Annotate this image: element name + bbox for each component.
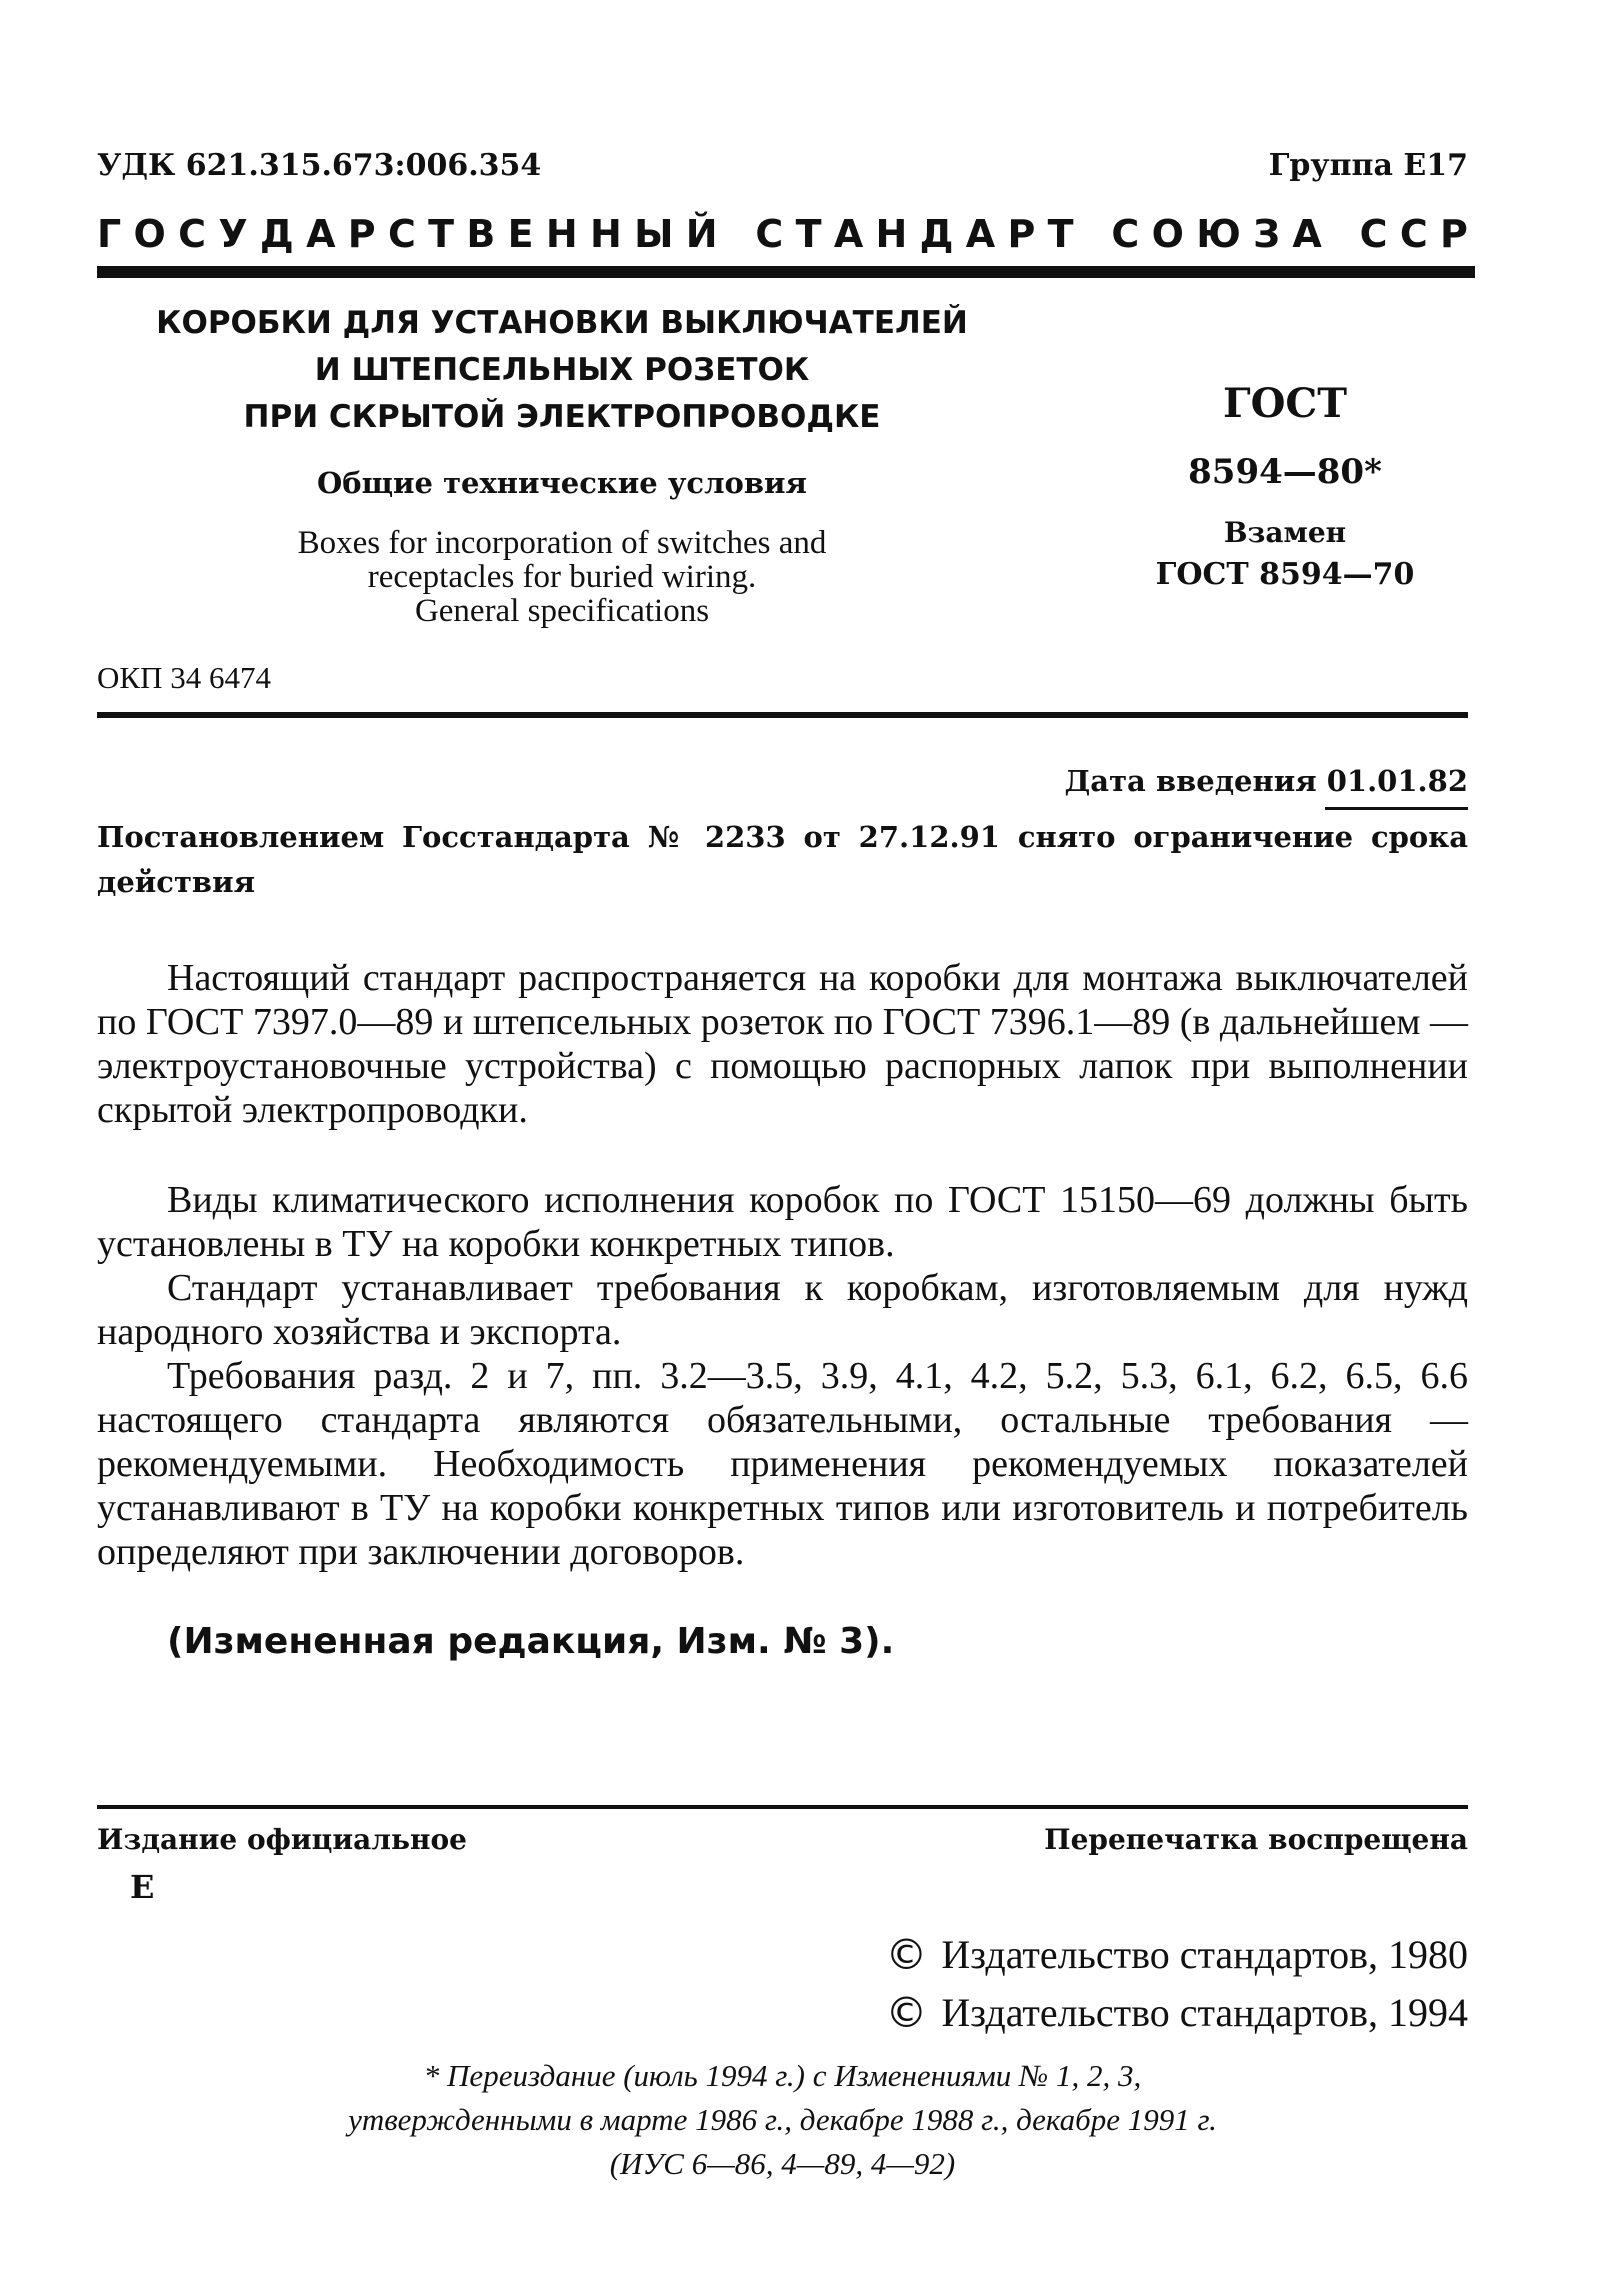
copyright-text-1: Издательство стандартов, 1980	[941, 1932, 1468, 1977]
state-standard-letter: В	[466, 212, 496, 256]
middle-divider	[97, 712, 1468, 718]
state-standard-letter: А	[965, 212, 996, 256]
state-standard-letter: С	[387, 212, 416, 256]
title-line-1: КОРОБКИ ДЛЯ УСТАНОВКИ ВЫКЛЮЧАТЕЛЕЙ	[156, 305, 968, 341]
state-standard-letter: А	[306, 212, 336, 256]
state-standard-letter	[730, 212, 743, 256]
date-of-introduction: Дата введения 01.01.82	[1064, 764, 1468, 798]
state-standard-letter: Т	[1047, 212, 1074, 256]
state-standard-letter: Т	[428, 212, 455, 256]
state-standard-letter: У	[218, 212, 248, 256]
state-standard-letter: Р	[1007, 212, 1036, 256]
state-standard-letter: С	[1399, 212, 1428, 256]
state-standard-letter: О	[1151, 212, 1184, 256]
state-standard-letter	[1086, 212, 1099, 256]
document-subtitle: Общие технические условия	[317, 466, 807, 500]
replaces-number: ГОСТ 8594—70	[1155, 557, 1415, 592]
state-standard-letter: С	[1359, 212, 1388, 256]
body-paragraph-4: Требования разд. 2 и 7, пп. 3.2—3.5, 3.9, 4.1, 4.2, 5.2, 5.3, 6.1, 6.2, 6.5, 6.6 настоящего стандарта являются обязательными, остальные требования — рекомендуемыми. Необходимость применения рекомендуемых показателей устанавливают в ТУ на коробки конкретных типов или изготовитель и потребитель определяют при заключении договоров.	[97, 1355, 1468, 1573]
amendment-note: (Измененная редакция, Изм. № 3).	[167, 1621, 895, 1662]
group-code: Группа Е17	[1268, 148, 1468, 183]
state-standard-letter: Н	[589, 212, 622, 256]
gost-label: ГОСТ	[1222, 380, 1348, 427]
official-edition-label: Издание официальное	[97, 1823, 467, 1856]
state-standard-letter: Р	[347, 212, 376, 256]
state-standard-letter: О	[133, 212, 166, 256]
date-underline	[1325, 807, 1468, 810]
replaces-label: Взамен	[1223, 516, 1347, 549]
state-standard-letter: Ю	[1196, 212, 1241, 256]
state-standard-letter: Н	[545, 212, 578, 256]
copyright-line-1	[885, 1930, 1468, 1979]
state-standard-letter: С	[178, 212, 207, 256]
state-standard-letter: З	[1253, 212, 1281, 256]
state-standard-letter: Е	[507, 212, 534, 256]
reissue-note	[97, 2054, 1468, 2186]
state-standard-letter: А	[1292, 212, 1322, 256]
english-title	[97, 526, 1027, 628]
copyright-icon: ©	[885, 1988, 928, 2037]
state-standard-letter: Н	[875, 212, 908, 256]
state-standard-letter: С	[755, 212, 784, 256]
english-title-line-3: General specifications	[414, 593, 710, 629]
state-standard-letter	[1334, 212, 1347, 256]
edition-letter: Е	[130, 1868, 155, 1906]
title-line-3: ПРИ СКРЫТОЙ ЭЛЕКТРОПРОВОДКЕ	[243, 399, 881, 435]
copyright-line-2	[885, 1988, 1468, 2037]
title-line-2: И ШТЕПСЕЛЬНЫХ РОЗЕТОК	[314, 352, 810, 388]
english-title-line-1: Boxes for incorporation of switches and	[297, 525, 827, 561]
bottom-divider	[97, 1805, 1468, 1809]
reprint-prohibited-label: Перепечатка воспрещена	[1044, 1823, 1468, 1856]
okp-code: ОКП 34 6474	[97, 660, 271, 695]
english-title-line-2: receptacles for buried wiring.	[367, 559, 757, 595]
state-standard-letter: Т	[795, 212, 822, 256]
state-standard-letter: Ы	[634, 212, 674, 256]
reissue-line-3: (ИУС 6—86, 4—89, 4—92)	[609, 2146, 956, 2181]
body-paragraph-3: Стандарт устанавливает требования к коробкам, изготовляемым для нужд народного хозяйства и экспорта.	[97, 1267, 1468, 1353]
body-paragraph-1: Настоящий стандарт распространяется на коробки для монтажа выключателей по ГОСТ 7397.0—89 и штепсельных розеток по ГОСТ 7396.1—89 (в дальнейшем — электроустановочные устройства) с помощью распорных лапок при выполнении скрытой электропроводки.	[97, 957, 1468, 1131]
top-divider	[97, 266, 1475, 278]
state-standard-letter: Д	[919, 212, 954, 256]
state-standard-heading	[97, 212, 1468, 256]
reissue-line-1: * Переиздание (июль 1994 г.) с Изменениями № 1, 2, 3,	[423, 2058, 1142, 2093]
copyright-text-2: Издательство стандартов, 1994	[941, 1990, 1468, 2035]
udk-code: УДК 621.315.673:006.354	[97, 148, 542, 183]
state-standard-letter: С	[1111, 212, 1140, 256]
decree-text: Постановлением Госстандарта № 2233 от 27.12.91 снято ограничение срока действия	[97, 820, 1468, 899]
body-paragraph-2: Виды климатического исполнения коробок по ГОСТ 15150—69 должны быть установлены в ТУ на коробки конкретных типов.	[97, 1179, 1468, 1265]
gost-number: 8594—80*	[1188, 452, 1382, 492]
state-standard-letter: Д	[259, 212, 294, 256]
state-standard-letter: Р	[1440, 212, 1468, 256]
state-standard-letter: А	[833, 212, 864, 256]
reissue-line-2: утвержденными в марте 1986 г., декабре 1988 г., декабре 1991 г.	[348, 2102, 1217, 2137]
state-standard-letter: Й	[685, 212, 718, 256]
copyright-icon: ©	[885, 1930, 928, 1979]
document-title	[97, 300, 1027, 441]
state-standard-letter: Г	[97, 212, 122, 256]
